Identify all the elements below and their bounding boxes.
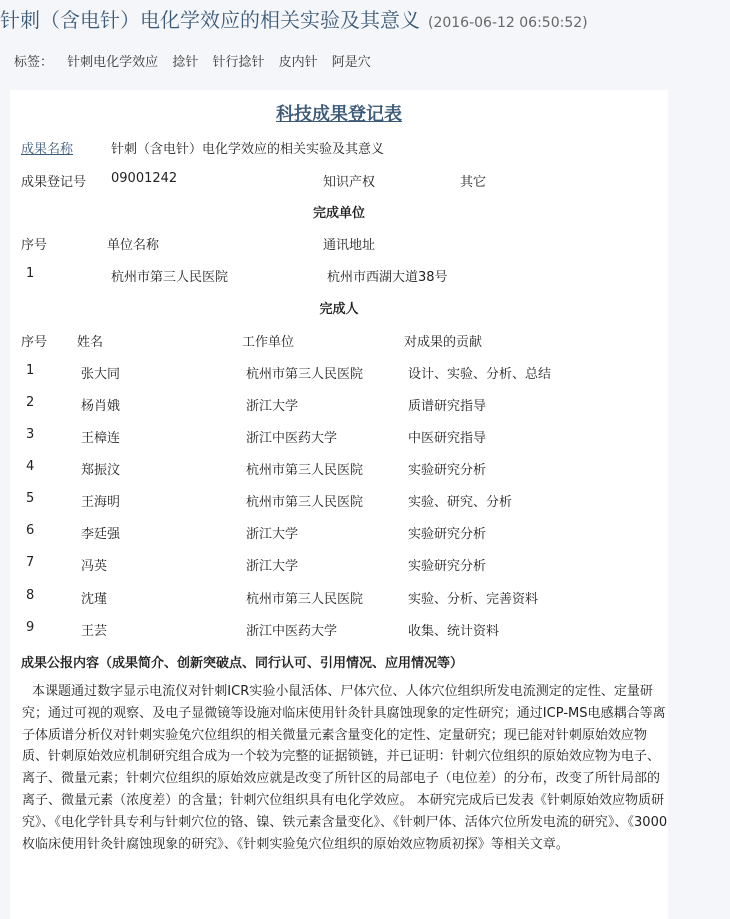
tag-link[interactable]: 阿是穴 bbox=[331, 55, 371, 70]
public-content-heading: 成果公报内容（成果简介、创新突破点、同行认可、引用情况、应用情况等） bbox=[21, 656, 464, 671]
person-org: 浙江大学 bbox=[246, 399, 299, 414]
person-no: 6 bbox=[26, 523, 35, 538]
person-org: 杭州市第三人民医院 bbox=[246, 367, 364, 382]
person-name: 杨肖娥 bbox=[81, 399, 121, 414]
unit-address: 杭州市西湖大道38号 bbox=[327, 270, 448, 285]
tags-row bbox=[14, 51, 371, 70]
unit-no: 1 bbox=[26, 266, 35, 281]
page-header bbox=[0, 4, 730, 38]
person-no: 1 bbox=[26, 363, 35, 378]
person-role: 中医研究指导 bbox=[408, 431, 487, 446]
registration-form bbox=[10, 90, 668, 919]
units-header-name: 单位名称 bbox=[107, 238, 160, 253]
person-role: 质谱研究指导 bbox=[408, 399, 487, 414]
achievement-name-label[interactable]: 成果名称 bbox=[21, 142, 74, 157]
tag-link[interactable]: 捻针 bbox=[172, 55, 199, 70]
person-no: 8 bbox=[26, 588, 35, 603]
person-org: 杭州市第三人民医院 bbox=[246, 592, 364, 607]
person-role: 实验研究分析 bbox=[408, 559, 487, 574]
registration-number-label: 成果登记号 bbox=[21, 175, 87, 190]
page-title[interactable]: 针刺（含电针）电化学效应的相关实验及其意义 bbox=[0, 8, 420, 32]
people-header-no: 序号 bbox=[21, 335, 48, 350]
person-org: 浙江中医药大学 bbox=[246, 431, 338, 446]
people-header-name: 姓名 bbox=[77, 335, 104, 350]
person-org: 浙江大学 bbox=[246, 559, 299, 574]
people-header-org: 工作单位 bbox=[242, 335, 295, 350]
tag-link[interactable]: 皮内针 bbox=[278, 55, 318, 70]
person-name: 沈瑾 bbox=[81, 592, 108, 607]
people-heading: 完成人 bbox=[319, 302, 359, 317]
achievement-name-value: 针刺（含电针）电化学效应的相关实验及其意义 bbox=[111, 142, 385, 157]
person-name: 王海明 bbox=[81, 495, 121, 510]
ip-label: 知识产权 bbox=[323, 175, 376, 190]
person-no: 5 bbox=[26, 491, 35, 506]
post-timestamp: (2016-06-12 06:50:52) bbox=[428, 15, 588, 31]
person-org: 浙江大学 bbox=[246, 527, 299, 542]
person-org: 杭州市第三人民医院 bbox=[246, 495, 364, 510]
registration-number-value: 09001242 bbox=[111, 171, 178, 186]
units-header-address: 通讯地址 bbox=[323, 238, 376, 253]
tag-link[interactable]: 针刺电化学效应 bbox=[67, 55, 159, 70]
person-name: 张大同 bbox=[81, 367, 121, 382]
person-no: 9 bbox=[26, 620, 35, 635]
person-name: 王芸 bbox=[81, 624, 108, 639]
person-name: 王樟连 bbox=[81, 431, 121, 446]
unit-name: 杭州市第三人民医院 bbox=[111, 270, 229, 285]
units-header-no: 序号 bbox=[21, 238, 48, 253]
person-name: 冯英 bbox=[81, 559, 108, 574]
tags-label: 标签： bbox=[14, 55, 54, 70]
people-header-role: 对成果的贡献 bbox=[404, 335, 483, 350]
person-role: 实验、分析、完善资料 bbox=[408, 592, 539, 607]
person-no: 2 bbox=[26, 395, 35, 410]
person-role: 设计、实验、分析、总结 bbox=[408, 367, 552, 382]
units-heading: 完成单位 bbox=[312, 206, 365, 221]
tag-link[interactable]: 针行捻针 bbox=[212, 55, 265, 70]
person-no: 7 bbox=[26, 555, 35, 570]
person-name: 李廷强 bbox=[81, 527, 121, 542]
person-org: 浙江中医药大学 bbox=[246, 624, 338, 639]
person-role: 实验研究分析 bbox=[408, 527, 487, 542]
form-title: 科技成果登记表 bbox=[276, 104, 402, 125]
person-no: 4 bbox=[26, 459, 35, 474]
public-content-text: 本课题通过数字显示电流仪对针刺ICR实验小鼠活体、尸体穴位、人体穴位组织所发电流测定的定性、定量研究；通过可视的观察、及电子显微镜等设施对临床使用针灸针具腐蚀现象的定性研究；通过ICP-MS电感耦合等离子体质谱分析仪对针刺实验兔穴位组织的相关微量元素含量变化的定性、定量研究；现已能对针刺原始效应物质、针刺原始效应机制研究组合成为一个较为完整的证据锁链，并已证明：针刺穴位组织的原始效应物为电子、离子、微量元素；针刺穴位组织的原始效应就是改变了所针区的局部电子（电位差）的分布，改变了所针局部的离子、微量元素（浓度差）的含量；针刺穴位组织具有电化学效应。 本研究完成后已发表《针刺原始效应物质研究》、《电化学针具专利与针刺穴位的铬、镍、铁元素含量变化》、《针刺尸体、活体穴位所发电流的研究》、《3000枚临床使用针灸针腐蚀现象的研究》、《针刺实验兔穴位组织的原始效应物质初探》等相关文章。 bbox=[22, 684, 668, 852]
person-name: 郑振汶 bbox=[81, 463, 121, 478]
person-role: 实验、研究、分析 bbox=[408, 495, 513, 510]
person-org: 杭州市第三人民医院 bbox=[246, 463, 364, 478]
ip-value: 其它 bbox=[460, 175, 487, 190]
person-role: 收集、统计资料 bbox=[408, 624, 500, 639]
person-role: 实验研究分析 bbox=[408, 463, 487, 478]
person-no: 3 bbox=[26, 427, 35, 442]
